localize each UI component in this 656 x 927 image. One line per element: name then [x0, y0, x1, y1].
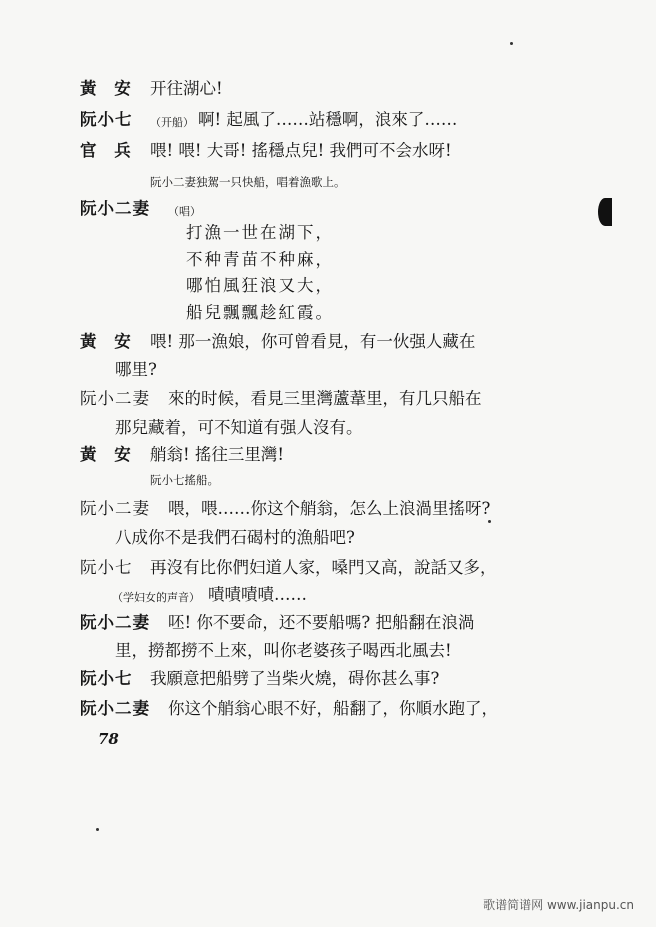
speaker: 官 兵: [80, 141, 131, 160]
scan-speck: [510, 42, 513, 45]
speaker: 阮小七: [80, 669, 133, 688]
dialogue-text: 喂! 喂! 大哥! 搖穩点兒! 我們可不会水呀!: [150, 141, 452, 160]
dialogue-text: 來的时候，看見三里灣蘆葦里，有几只船在: [168, 389, 482, 408]
speaker: 阮小二妻: [80, 199, 150, 218]
speaker: 黃 安: [80, 332, 131, 351]
scan-artifact: [598, 198, 612, 226]
continuation-text: 哪里?: [115, 360, 157, 379]
stage-note: （学妇女的声音）: [112, 591, 200, 604]
song-line: 打漁一世在湖下，: [186, 223, 334, 242]
stage-direction: 阮小二妻独駕一只快船，唱着漁歌上。: [150, 175, 346, 189]
speaker: 阮小七: [80, 558, 133, 577]
speaker: 黃 安: [80, 79, 131, 98]
dialogue-text: 喂! 那一漁娘，你可曾看見，有一伙强人藏在: [150, 332, 476, 351]
dialogue-text: 开往湖心!: [150, 79, 223, 98]
stage-note: （唱）: [168, 205, 201, 218]
dialogue-text: 你这个艄翁心眼不好，船翻了，你順水跑了，: [168, 699, 498, 718]
scan-speck: [96, 828, 99, 831]
speaker: 阮小七: [80, 110, 133, 129]
speaker: 黃 安: [80, 445, 131, 464]
song-line: 哪怕風狂浪又大，: [186, 276, 334, 295]
stage-direction: 阮小七搖船。: [150, 473, 219, 487]
continuation-text: 那兒藏着，可不知道有强人沒有。: [115, 418, 363, 437]
dialogue-text: 呸! 你不要命，还不要船嗎? 把船翻在浪渦: [168, 613, 475, 632]
dialogue-text: 再沒有比你們妇道人家，嗓門又高，說話又多，: [150, 558, 497, 577]
speaker: 阮小二妻: [80, 389, 150, 408]
scan-speck: [488, 520, 491, 523]
dialogue-text: 我願意把船劈了当柴火燒，碍你甚么事?: [150, 669, 440, 688]
continuation-text: 八成你不是我們石碣村的漁船吧?: [115, 528, 355, 547]
speaker: 阮小二妻: [80, 699, 150, 718]
page-number: 78: [98, 730, 119, 748]
dialogue-text: 嘖嘖嘖嘖……: [208, 585, 307, 604]
song-line: 不种青苗不种麻，: [186, 250, 334, 269]
dialogue-text: 艄翁! 搖往三里灣!: [150, 445, 285, 464]
dialogue-text: 啊! 起風了……站穩啊，浪來了……: [198, 110, 458, 129]
song-line: 船兒飄飄趁紅霞。: [186, 303, 334, 322]
continuation-text: 里，撈都撈不上來，叫你老婆孩子喝西北風去!: [115, 641, 452, 660]
watermark: 歌谱简谱网 www.jianpu.cn: [483, 898, 634, 912]
speaker: 阮小二妻: [80, 613, 150, 632]
speaker: 阮小二妻: [80, 499, 150, 518]
dialogue-text: 喂，喂……你这个艄翁，怎么上浪渦里搖呀?: [168, 499, 491, 518]
stage-note: （开船）: [150, 116, 194, 129]
